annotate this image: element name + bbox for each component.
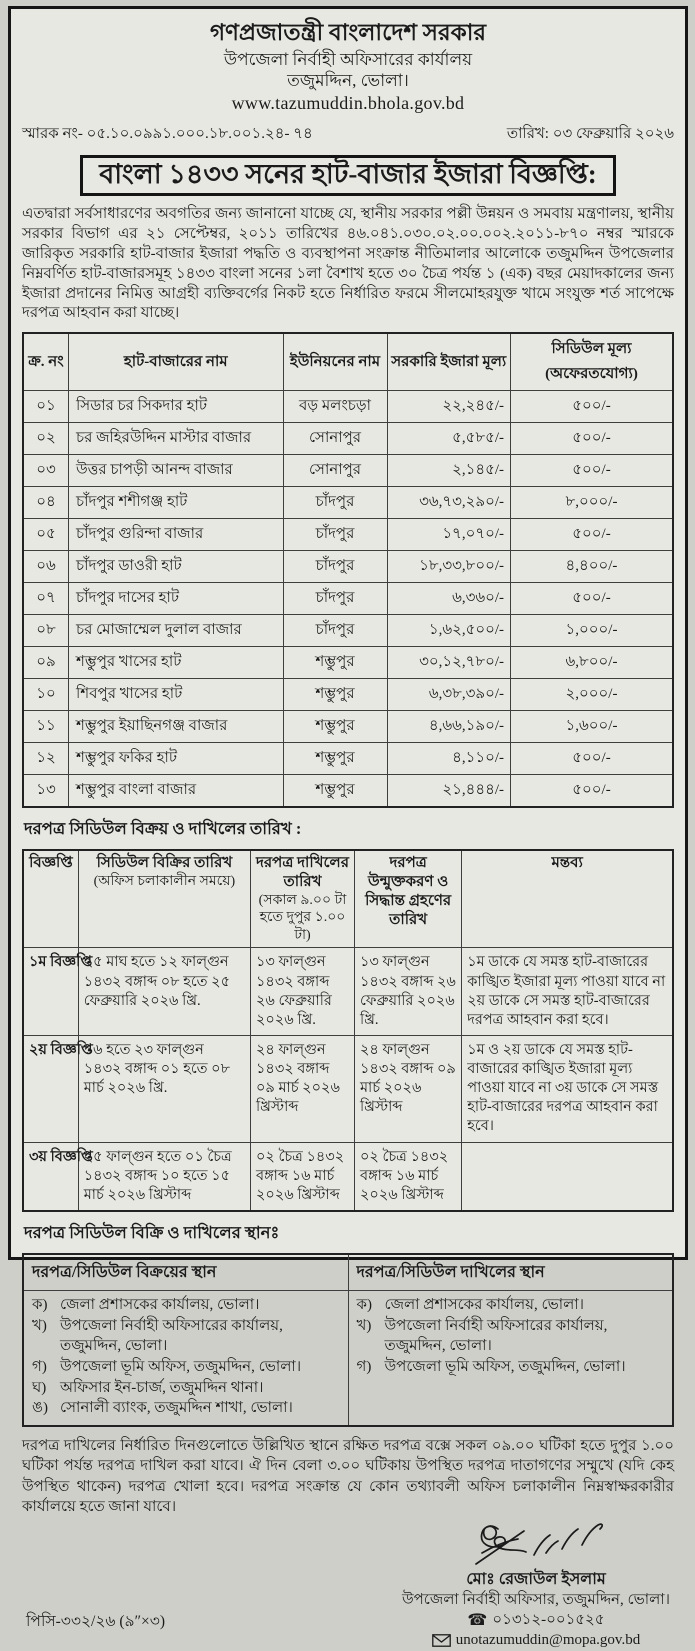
market-lease-table <box>22 332 674 808</box>
market-cell: ০৩ <box>23 455 69 487</box>
market-cell: সোনাপুর <box>283 423 387 455</box>
schedule-row <box>23 948 673 1036</box>
market-row <box>23 487 673 519</box>
market-cell: চাঁদপুর ডাওরী হাট <box>69 551 284 583</box>
place-item-text: অফিসার ইন-চার্জ, তজুমদ্দিন থানা। <box>60 1379 264 1396</box>
market-cell: শম্ভুপুর <box>283 775 387 808</box>
schedule-column-header <box>462 850 673 948</box>
market-cell: চাঁদপুর দাসের হাট <box>69 583 284 615</box>
place-item-text: উপজেলা নির্বাহী অফিসারের কার্যালয়, তজুমদ্দিন, ভোলা। <box>60 1317 283 1355</box>
schedule-column-header <box>355 850 462 948</box>
print-code: পিসি-৩৩২/২৬ (৯″×৩) <box>26 1612 166 1630</box>
schedule-header-main: বিজ্ঞপ্তি <box>29 855 73 872</box>
place-item <box>355 1295 667 1316</box>
market-cell: শিবপুর খাসের হাট <box>69 679 284 711</box>
market-row <box>23 711 673 743</box>
market-cell: শম্ভুপুর ফকির হাট <box>69 743 284 775</box>
market-row <box>23 647 673 679</box>
market-cell: শম্ভুপুর <box>283 647 387 679</box>
schedule-opening-date: ১৩ ফাল্গুন ১৪৩২ বঙ্গাব্দ ২৬ ফেব্রুয়ারি ২০২৬ খ্রি. <box>355 948 462 1036</box>
market-cell: ১,৬০০/- <box>511 711 674 743</box>
market-column-header: ইউনিয়নের নাম <box>283 333 387 391</box>
market-cell: ১৭,০৭০/- <box>387 519 511 551</box>
email-address[interactable]: unotazumuddin@mopa.gov.bd <box>455 1632 641 1649</box>
market-cell: ৫০০/- <box>511 775 674 808</box>
market-cell: ০২ <box>23 423 69 455</box>
market-row <box>23 551 673 583</box>
market-cell: ৫০০/- <box>511 423 674 455</box>
market-cell: সোনাপুর <box>283 455 387 487</box>
market-cell: ১৮,৩৩,৮০০/- <box>387 551 511 583</box>
place-item <box>30 1295 342 1316</box>
market-cell: ০৬ <box>23 551 69 583</box>
place-item <box>30 1398 342 1419</box>
schedule-header-main: দরপত্র উন্মুক্তকরণ ও সিদ্ধান্ত গ্রহণের তারিখ <box>365 855 452 928</box>
office-name: উপজেলা নির্বাহী অফিসারের কার্যালয় <box>223 49 473 69</box>
place-item-text: উপজেলা নির্বাহী অফিসারের কার্যালয়, তজুমদ্দিন, ভোলা। <box>384 1317 608 1355</box>
market-cell: চাঁদপুর <box>283 487 387 519</box>
letterhead <box>22 19 674 115</box>
schedule-submit-date: ২৪ ফাল্গুন ১৪৩২ বঙ্গাব্দ ০৯ মার্চ ২০২৬ খ্রিস্টাব্দ <box>251 1035 355 1142</box>
place-item-text: সোনালী ব্যাংক, তজুমদ্দিন শাখা, ভোলা। <box>60 1400 293 1417</box>
schedule-header-main: মন্তব্য <box>551 855 583 872</box>
market-cell: ৫০০/- <box>511 391 674 423</box>
schedule-remarks: ১ম ডাকে যে সমস্ত হাট-বাজারের কাঙ্খিত ইজারা মূল্য পাওয়া যাবে না ২য় ডাকে সে সমস্ত হাট-বাজারের দরপত্র আহবান করা হবে। <box>462 948 673 1036</box>
market-cell: ১৩ <box>23 775 69 808</box>
market-cell: ৪,৬৬,১৯০/- <box>387 711 511 743</box>
office-location: তজুমদ্দিন, ভোলা। <box>287 71 409 90</box>
schedule-opening-date: ২৪ ফাল্গুন ১৪৩২ বঙ্গাব্দ ০৯ মার্চ ২০২৬ খ্রিস্টাব্দ <box>355 1035 462 1142</box>
market-cell: ০১ <box>23 391 69 423</box>
schedule-row <box>23 1035 673 1142</box>
place-item-label: ঘ) <box>32 1379 47 1396</box>
market-column-header: সিডিউল মূল্য (অফেরতযোগ্য) <box>511 333 674 391</box>
place-item <box>355 1357 667 1378</box>
schedule-remarks <box>462 1142 673 1211</box>
market-cell: বড় মলংচড়া <box>283 391 387 423</box>
memo-date-row <box>22 122 674 147</box>
signatory-name: মোঃ রেজাউল ইসলাম <box>466 1571 606 1589</box>
market-table-header <box>23 333 673 391</box>
venues-table <box>22 1253 674 1427</box>
market-cell: ৪,১১০/- <box>387 743 511 775</box>
venues-row <box>23 1290 673 1426</box>
tender-schedule-table <box>22 849 674 1212</box>
place-item-label: ক) <box>356 1296 372 1313</box>
market-cell: ৫০০/- <box>511 519 674 551</box>
schedule-sell-dates: ১৬ হতে ২৩ ফাল্গুন ১৪৩২ বঙ্গাব্দ ০১ হতে ০৮ মার্চ ২০২৬ খ্রি. <box>78 1035 250 1142</box>
market-row <box>23 455 673 487</box>
market-cell: ৫০০/- <box>511 455 674 487</box>
market-cell: ২১,৪৪৪/- <box>387 775 511 808</box>
phone-number: ০১৩১২-০০১৫২৫ <box>492 1611 605 1628</box>
market-cell: শম্ভুপুর <box>283 711 387 743</box>
place-item-label: ক) <box>32 1296 48 1313</box>
market-row <box>23 775 673 808</box>
place-item-label: ঙ) <box>32 1400 48 1417</box>
place-item <box>30 1378 342 1399</box>
venues-table-header <box>23 1254 673 1291</box>
schedule-table-header <box>23 850 673 948</box>
market-cell: ৬,৩৬০/- <box>387 583 511 615</box>
market-cell: চাঁদপুর <box>283 551 387 583</box>
market-cell: উত্তর চাপড়ী আনন্দ বাজার <box>69 455 284 487</box>
schedule-column-header <box>251 850 355 948</box>
place-item-text: উপজেলা ভূমি অফিস, তজুমদ্দিন, ভোলা। <box>60 1358 302 1375</box>
market-row <box>23 583 673 615</box>
signature-block <box>402 1519 670 1651</box>
closing-paragraph: দরপত্র দাখিলের নির্ধারিত দিনগুলোতে উল্লিখিত স্থানে রক্ষিত দরপত্র বক্সে সকল ০৯.০০ ঘটিকা হতে দুপুর ১.০০ ঘটিকা পর্যন্ত দরপত্র দাখিল করা যাবে। ঐ দিন বেলা ৩.০০ ঘটিকায় উপস্থিত দরপত্র দাতাগণের সম্মুখে (যদি কেহ উপস্থিত থাকেন) দরপত্র খোলা হবে। দরপত্র সংক্রান্ত যে কোন তথ্যাবলী অফিস চলাকালীন নিম্নস্বাক্ষরকারীর কার্যালয়ে হতে জানা যাবে। <box>22 1438 674 1515</box>
place-item <box>355 1316 667 1357</box>
signature-image <box>446 1519 626 1577</box>
place-item <box>30 1357 342 1378</box>
market-cell: ৫০০/- <box>511 743 674 775</box>
market-column-header: ক্র. নং <box>23 333 69 391</box>
market-cell: ০৯ <box>23 647 69 679</box>
market-column-header: হাট-বাজারের নাম <box>69 333 284 391</box>
place-item <box>30 1316 342 1357</box>
schedule-remarks: ১ম ও ২য় ডাকে যে সমস্ত হাট-বাজারের কাঙ্খিত ইজারা মূল্য পাওয়া যাবে না ৩য় ডাকে সে সমস্ত হাট-বাজারের দরপত্র আহবান করা হবে। <box>462 1035 673 1142</box>
place-item-label: খ) <box>32 1317 47 1334</box>
market-cell: ২২,২৪৫/- <box>387 391 511 423</box>
intro-paragraph: এতদ্বারা সর্বসাধারণের অবগতির জন্য জানানো যাচ্ছে যে, স্থানীয় সরকার পল্লী উন্নয়ন ও সমবায় মন্ত্রণালয়, স্থানীয় সরকার বিভাগ এর ২১ সেপ্টেম্বর, ২০১১ তারিখের ৪৬.০৪১.০৩০.০২.০০.০০২.২০১১-৮৭০ নম্বর স্মারকে জারিকৃত সরকারি হাট-বাজার ইজারা পদ্ধতি ও ব্যবস্থাপনা সংক্রান্ত নীতিমালার আলোকে তজুমদ্দিন উপজেলার নিম্নবর্ণিত হাট-বাজারসমূহ ১৪৩৩ বাংলা সনের ১লা বৈশাখ হতে ৩০ চৈত্র পর্যন্ত ১ (এক) বছর মেয়াদকালের জন্য ইজারা প্রদানের নিমিত্ত আগ্রহী ব্যক্তিবর্গের নিকট হতে নির্ধারিত ফরমে সীলমোহরযুক্ত খামে সংযুক্ত শর্ত সাপেক্ষে দরপত্র আহবান করা যাচ্ছে। <box>22 205 674 322</box>
schedule-header-sub: (অফিস চলাকালীন সময়ে) <box>93 874 236 890</box>
schedule-submit-date: ০২ চৈত্র ১৪৩২ বঙ্গাব্দ ১৬ মার্চ ২০২৬ খ্রিস্টাব্দ <box>251 1142 355 1211</box>
sell-venues-header: দরপত্র/সিডিউল বিক্রয়ের স্থান <box>23 1254 348 1291</box>
market-cell: ৬,৩৮,৩৯০/- <box>387 679 511 711</box>
market-cell: চাঁদপুর <box>283 615 387 647</box>
footer-row <box>22 1519 674 1651</box>
market-row <box>23 519 673 551</box>
market-cell: চাঁদপুর গুরিন্দা বাজার <box>69 519 284 551</box>
market-cell: চর মোজাম্মেল দুলাল বাজার <box>69 615 284 647</box>
market-cell: ৫,৫৮৫/- <box>387 423 511 455</box>
schedule-notice-label: ২য় বিজ্ঞপ্তি <box>23 1035 78 1142</box>
government-name: গণপ্রজাতন্ত্রী বাংলাদেশ সরকার <box>209 20 487 45</box>
phone-line <box>402 1610 670 1631</box>
market-cell: ৩০,১২,৭৮০/- <box>387 647 511 679</box>
market-cell: ১২ <box>23 743 69 775</box>
schedule-submit-date: ১৩ ফাল্গুন ১৪৩২ বঙ্গাব্দ ২৬ ফেব্রুয়ারি ২০২৬ খ্রি. <box>251 948 355 1036</box>
market-column-header: সরকারি ইজারা মূল্য <box>387 333 511 391</box>
market-cell: ৪,৪০০/- <box>511 551 674 583</box>
schedule-header-main: সিডিউল বিক্রির তারিখ <box>96 855 233 872</box>
places-section-heading: দরপত্র সিডিউল বিক্রি ও দাখিলের স্থানঃ <box>24 1222 280 1242</box>
schedule-opening-date: ০২ চৈত্র ১৪৩২ বঙ্গাব্দ ১৬ মার্চ ২০২৬ খ্রিস্টাব্দ <box>355 1142 462 1211</box>
market-row <box>23 679 673 711</box>
schedule-column-header <box>23 850 78 948</box>
place-item-text: উপজেলা ভূমি অফিস, তজুমদ্দিন, ভোলা। <box>384 1358 626 1375</box>
market-row <box>23 743 673 775</box>
envelope-icon <box>432 1634 451 1647</box>
schedule-column-header <box>78 850 250 948</box>
schedule-header-sub: (সকাল ৯.০০ টা হতে দুপুর ১.০০ টা) <box>258 892 347 943</box>
notice-date: তারিখ: ০৩ ফেব্রুয়ারি ২০২৬ <box>506 125 674 142</box>
schedule-notice-label: ১ম বিজ্ঞপ্তি <box>23 948 78 1036</box>
email-line <box>402 1631 670 1651</box>
schedule-sell-dates: ২৫ ফাল্গুন হতে ০১ চৈত্র ১৪৩২ বঙ্গাব্দ ১০ হতে ১৫ মার্চ ২০২৬ খ্রিস্টাব্দ <box>78 1142 250 1211</box>
market-cell: চাঁদপুর শশীগঞ্জ হাট <box>69 487 284 519</box>
schedule-section-heading: দরপত্র সিডিউল বিক্রয় ও দাখিলের তারিখ : <box>24 819 302 839</box>
market-cell: চাঁদপুর <box>283 519 387 551</box>
market-cell: ৩৬,৭৩,২৯০/- <box>387 487 511 519</box>
market-cell: শম্ভুপুর <box>283 679 387 711</box>
market-cell: ০৭ <box>23 583 69 615</box>
place-item-label: গ) <box>356 1358 372 1375</box>
market-cell: ১১ <box>23 711 69 743</box>
market-cell: চাঁদপুর <box>283 583 387 615</box>
place-item-label: গ) <box>32 1358 47 1375</box>
submit-venues-cell <box>348 1290 673 1426</box>
submit-venues-header: দরপত্র/সিডিউল দাখিলের স্থান <box>348 1254 673 1291</box>
schedule-header-main: দরপত্র দাখিলের তারিখ <box>256 855 349 891</box>
market-cell: ০৮ <box>23 615 69 647</box>
market-cell: সিডার চর সিকদার হাট <box>69 391 284 423</box>
market-cell: ৮,০০০/- <box>511 487 674 519</box>
market-cell: চর জহিরউদ্দিন মাস্টার বাজার <box>69 423 284 455</box>
place-item-label: খ) <box>356 1317 372 1334</box>
phone-icon: ☎ <box>467 1610 488 1630</box>
place-item-text: জেলা প্রশাসকের কার্যালয়, ভোলা। <box>60 1296 260 1313</box>
notice-title: বাংলা ১৪৩৩ সনের হাট-বাজার ইজারা বিজ্ঞপ্তি: <box>80 155 616 196</box>
sell-venues-cell <box>23 1290 348 1426</box>
notice-document <box>8 6 688 1649</box>
market-cell: শম্ভুপুর বাংলা বাজার <box>69 775 284 808</box>
schedule-notice-label: ৩য় বিজ্ঞপ্তি <box>23 1142 78 1211</box>
market-cell: ৫০০/- <box>511 583 674 615</box>
market-cell: ২,১৪৫/- <box>387 455 511 487</box>
schedule-row <box>23 1142 673 1211</box>
memo-number: স্মারক নং- ০৫.১০.০৯৯১.০০০.১৮.০০১.২৪- ৭৪ <box>22 125 313 142</box>
market-row <box>23 391 673 423</box>
market-cell: ২,০০০/- <box>511 679 674 711</box>
market-row <box>23 423 673 455</box>
market-cell: শম্ভুপুর ইয়াছিনগঞ্জ বাজার <box>69 711 284 743</box>
market-cell: শম্ভুপুর <box>283 743 387 775</box>
market-cell: শম্ভুপুর খাসের হাট <box>69 647 284 679</box>
website-link[interactable]: www.tazumuddin.bhola.gov.bd <box>231 93 465 114</box>
market-cell: ১০ <box>23 679 69 711</box>
market-row <box>23 615 673 647</box>
market-cell: ০৪ <box>23 487 69 519</box>
market-cell: ০৫ <box>23 519 69 551</box>
market-cell: ১,০০০/- <box>511 615 674 647</box>
place-item-text: জেলা প্রশাসকের কার্যালয়, ভোলা। <box>384 1296 584 1313</box>
market-cell: ১,৬২,৫০০/- <box>387 615 511 647</box>
market-cell: ৬,৮০০/- <box>511 647 674 679</box>
schedule-sell-dates: ২৫ মাঘ হতে ১২ ফাল্গুন ১৪৩২ বঙ্গাব্দ ০৮ হতে ২৫ ফেব্রুয়ারি ২০২৬ খ্রি. <box>78 948 250 1036</box>
signatory-designation: উপজেলা নির্বাহী অফিসার, তজুমদ্দিন, ভোলা। <box>401 1591 670 1608</box>
